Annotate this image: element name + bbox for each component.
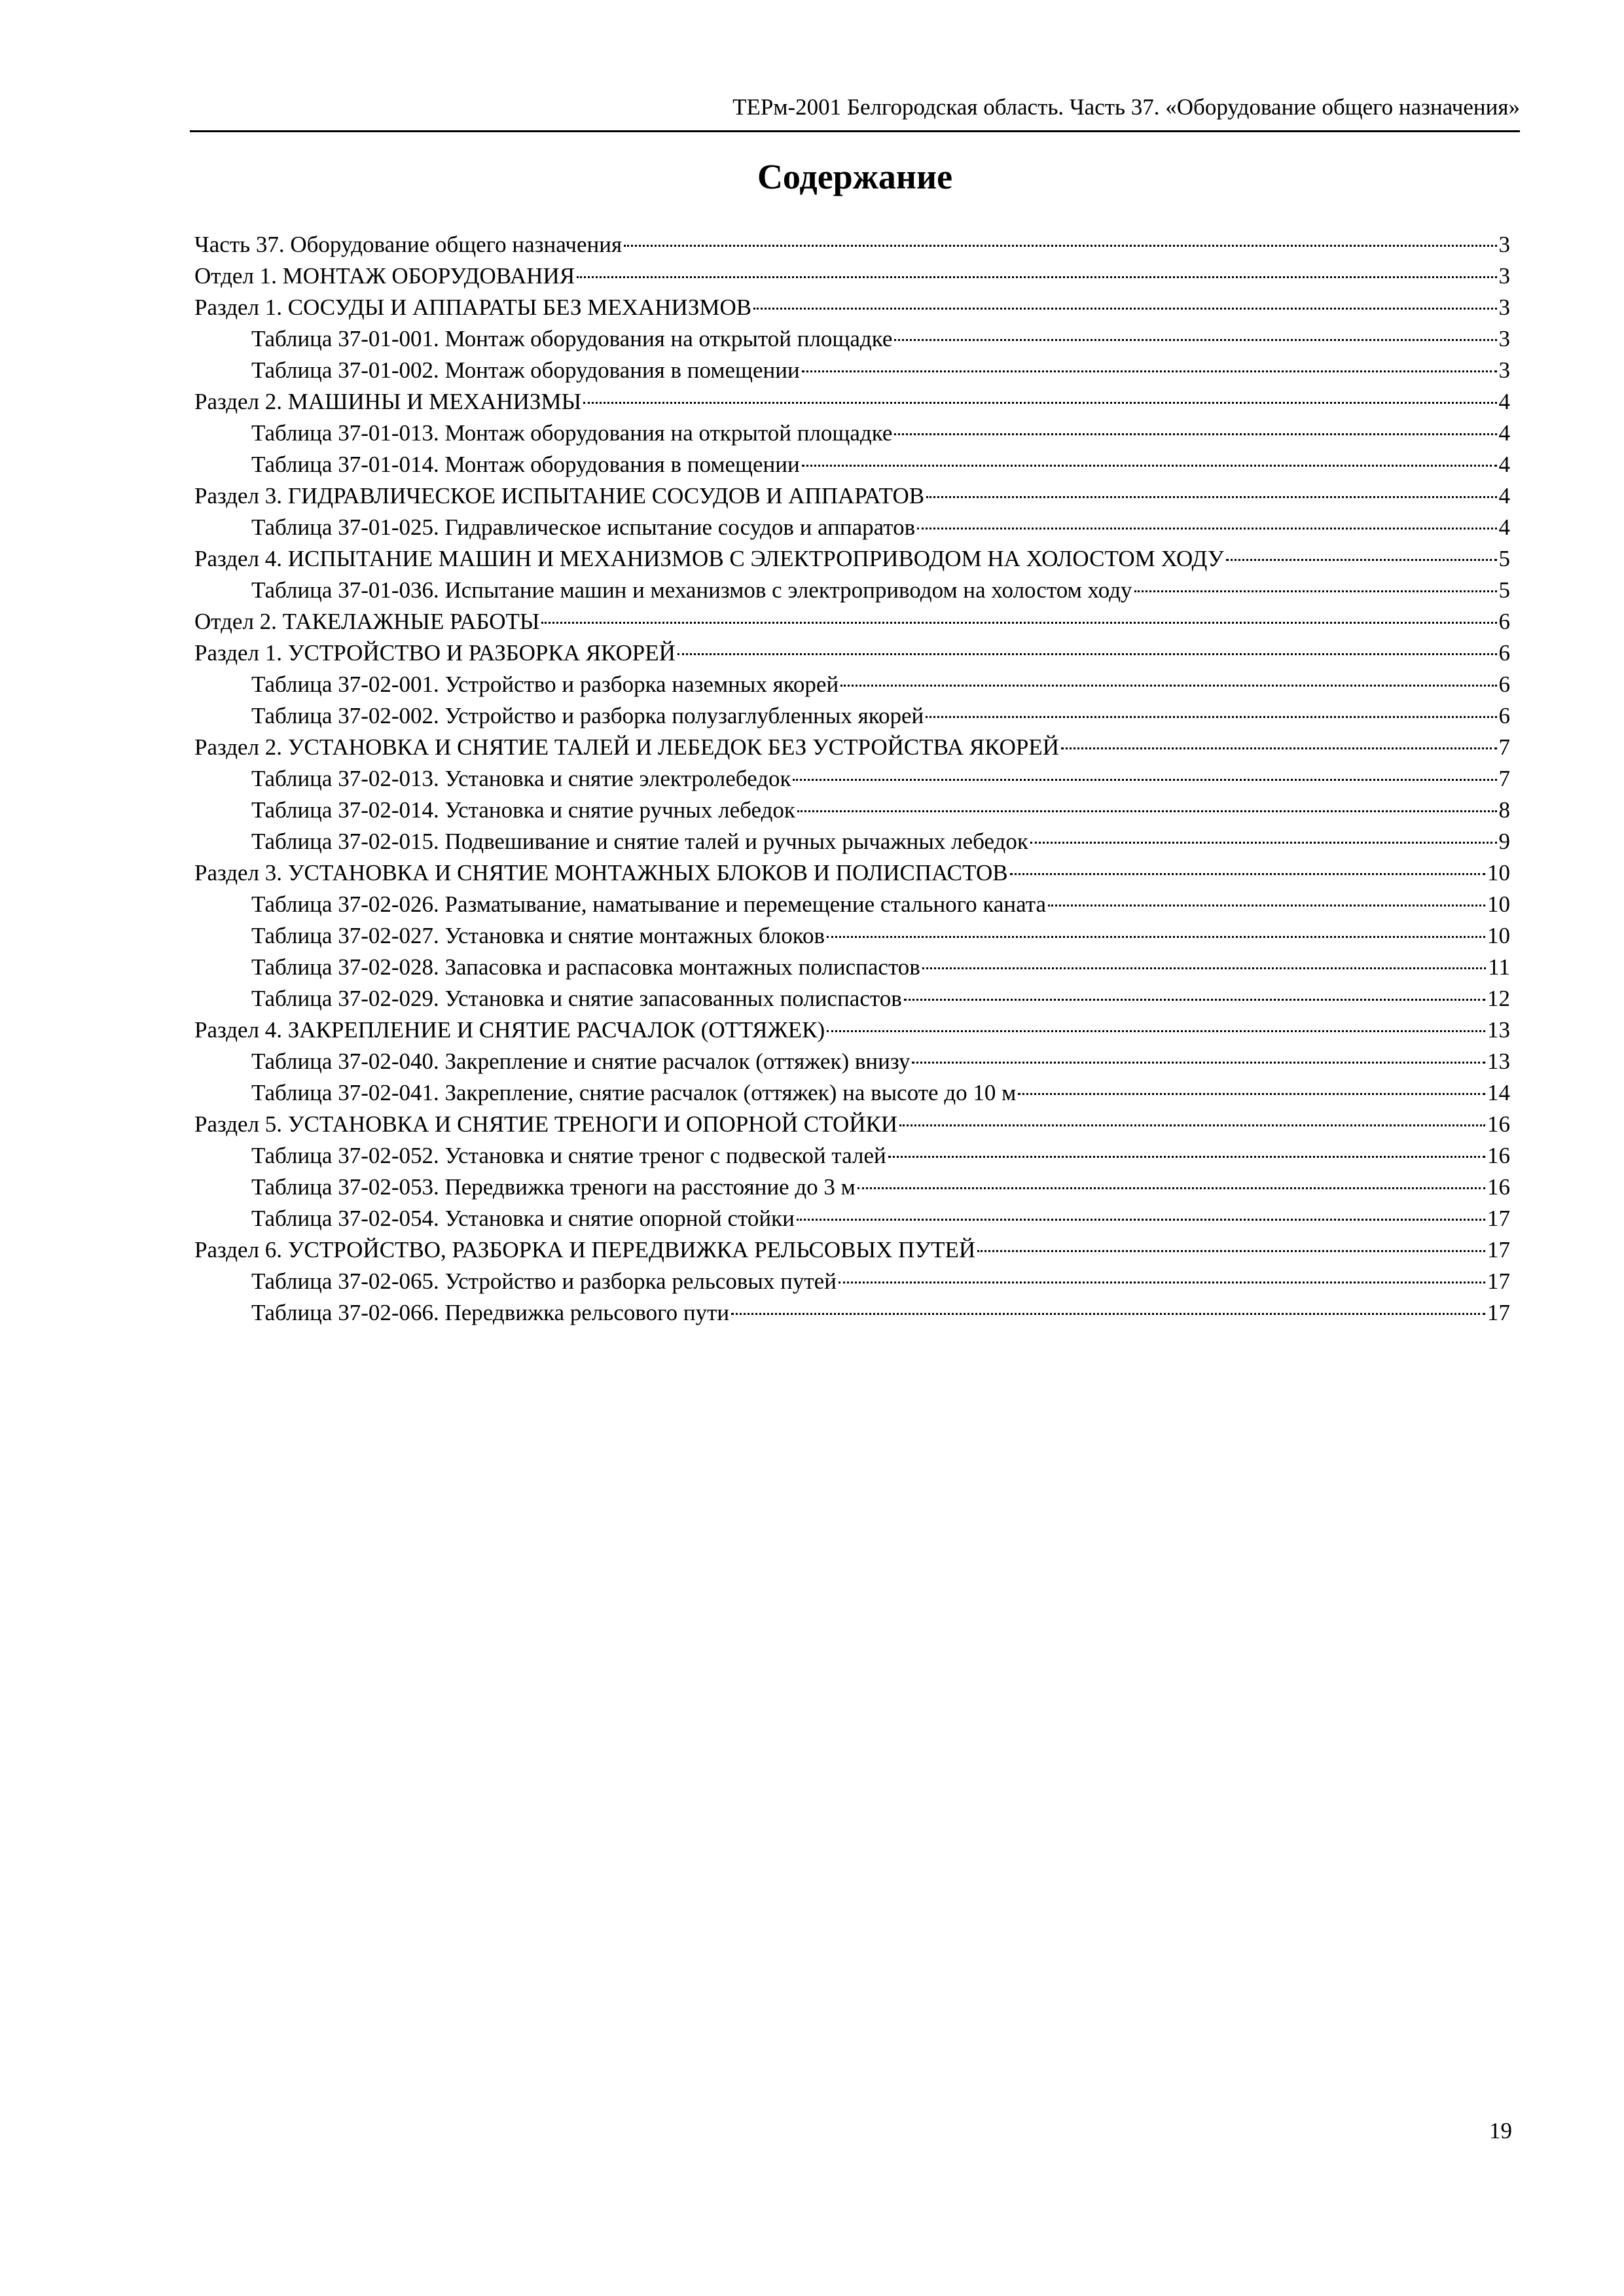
- toc-entry-page: 8: [1498, 797, 1510, 823]
- toc-dot-leader: [797, 1219, 1485, 1221]
- toc-entry-page: 9: [1498, 829, 1510, 854]
- toc-table-entry[interactable]: [194, 669, 1510, 700]
- toc-table-entry[interactable]: [194, 952, 1510, 983]
- toc-entry-label: Раздел 6. УСТРОЙСТВО, РАЗБОРКА И ПЕРЕДВИЖКА РЕЛЬСОВЫХ ПУТЕЙ: [194, 1237, 976, 1263]
- toc-entry-label: Таблица 37-02-026. Разматывание, наматывание и перемещение стального каната: [251, 891, 1047, 917]
- toc-entry-page: 7: [1498, 734, 1510, 760]
- toc-table-entry[interactable]: [194, 1140, 1510, 1172]
- toc-entry-label: Таблица 37-02-053. Передвижка треноги на расстояние до 3 м: [251, 1174, 856, 1200]
- toc-table-entry[interactable]: [194, 1172, 1510, 1203]
- toc-entry-page: 4: [1498, 452, 1510, 477]
- toc-table-entry[interactable]: [194, 795, 1510, 826]
- toc-entry-label: Раздел 1. УСТРОЙСТВО И РАЗБОРКА ЯКОРЕЙ: [194, 640, 676, 666]
- toc-dot-leader: [904, 999, 1485, 1001]
- toc-entry-page: 4: [1498, 389, 1510, 414]
- toc-section-entry[interactable]: [194, 606, 1510, 637]
- toc-table-entry[interactable]: [194, 1266, 1510, 1297]
- toc-entry-page: 6: [1498, 640, 1510, 666]
- toc-entry-label: Таблица 37-01-025. Гидравлическое испытание сосудов и аппаратов: [251, 514, 916, 540]
- toc-dot-leader: [793, 779, 1496, 781]
- toc-dot-leader: [922, 967, 1486, 969]
- toc-section-entry[interactable]: [194, 229, 1510, 260]
- toc-entry-page: 10: [1487, 860, 1510, 886]
- toc-section-entry[interactable]: [194, 386, 1510, 418]
- toc-entry-page: 17: [1487, 1206, 1510, 1231]
- toc-dot-leader: [1061, 747, 1497, 749]
- toc-entry-page: 13: [1487, 1017, 1510, 1043]
- toc-dot-leader: [753, 308, 1496, 310]
- toc-section-entry[interactable]: [194, 480, 1510, 512]
- toc-entry-label: Раздел 2. МАШИНЫ И МЕХАНИЗМЫ: [194, 389, 582, 414]
- toc-table-entry[interactable]: [194, 355, 1510, 386]
- toc-entry-label: Таблица 37-01-036. Испытание машин и механизмов с электроприводом на холостом ходу: [251, 577, 1132, 603]
- toc-entry-label: Раздел 2. УСТАНОВКА И СНЯТИЕ ТАЛЕЙ И ЛЕБЕДОК БЕЗ УСТРОЙСТВА ЯКОРЕЙ: [194, 734, 1059, 760]
- toc-table-entry[interactable]: [194, 763, 1510, 795]
- toc-entry-label: Таблица 37-01-001. Монтаж оборудования на открытой площадке: [251, 326, 893, 351]
- toc-table-entry[interactable]: [194, 889, 1510, 920]
- toc-dot-leader: [541, 622, 1496, 624]
- toc-table-entry[interactable]: [194, 983, 1510, 1014]
- toc-dot-leader: [731, 1313, 1485, 1315]
- toc-entry-label: Раздел 3. УСТАНОВКА И СНЯТИЕ МОНТАЖНЫХ БЛОКОВ И ПОЛИСПАСТОВ: [194, 860, 1008, 886]
- toc-entry-label: Таблица 37-02-027. Установка и снятие монтажных блоков: [251, 923, 825, 948]
- toc-entry-label: Раздел 4. ИСПЫТАНИЕ МАШИН И МЕХАНИЗМОВ С ЭЛЕКТРОПРИВОДОМ НА ХОЛОСТОМ ХОДУ: [194, 546, 1224, 571]
- toc-entry-label: Таблица 37-02-054. Установка и снятие опорной стойки: [251, 1206, 795, 1231]
- toc-dot-leader: [894, 433, 1496, 435]
- toc-entry-page: 3: [1498, 232, 1510, 257]
- toc-dot-leader: [1226, 559, 1497, 561]
- toc-entry-page: 10: [1487, 923, 1510, 948]
- toc-dot-leader: [827, 936, 1485, 938]
- toc-table-entry[interactable]: [194, 1297, 1510, 1329]
- toc-dot-leader: [977, 1250, 1485, 1252]
- toc-entry-label: Раздел 1. СОСУДЫ И АППАРАТЫ БЕЗ МЕХАНИЗМОВ: [194, 295, 752, 320]
- page-title: Содержание: [757, 157, 953, 196]
- toc-entry-label: Таблица 37-02-040. Закрепление и снятие расчалок (оттяжек) внизу: [251, 1049, 911, 1074]
- toc-entry-page: 6: [1498, 672, 1510, 697]
- toc-section-entry[interactable]: [194, 1109, 1510, 1140]
- toc-entry-page: 3: [1498, 295, 1510, 320]
- toc-entry-page: 3: [1498, 263, 1510, 289]
- toc-entry-label: Раздел 5. УСТАНОВКА И СНЯТИЕ ТРЕНОГИ И ОПОРНОЙ СТОЙКИ: [194, 1111, 898, 1137]
- toc-dot-leader: [888, 1156, 1485, 1158]
- toc-entry-label: Часть 37. Оборудование общего назначения: [194, 232, 623, 257]
- toc-entry-page: 16: [1487, 1143, 1510, 1168]
- toc-dot-leader: [583, 402, 1496, 404]
- toc-section-entry[interactable]: [194, 260, 1510, 292]
- toc-entry-page: 10: [1487, 891, 1510, 917]
- toc-entry-page: 16: [1487, 1174, 1510, 1200]
- page-number: 19: [1489, 2118, 1512, 2144]
- toc-entry-page: 17: [1487, 1268, 1510, 1294]
- toc-entry-label: Таблица 37-02-052. Установка и снятие треног с подвеской талей: [251, 1143, 886, 1168]
- toc-entry-label: Таблица 37-02-015. Подвешивание и снятие талей и ручных рычажных лебедок: [251, 829, 1028, 854]
- toc-entry-label: Таблица 37-02-014. Установка и снятие ручных лебедок: [251, 797, 795, 823]
- toc-entry-label: Отдел 1. МОНТАЖ ОБОРУДОВАНИЯ: [194, 263, 575, 289]
- toc-dot-leader: [894, 339, 1496, 341]
- toc-entry-page: 17: [1487, 1300, 1510, 1325]
- toc-dot-leader: [1018, 1093, 1485, 1095]
- toc-dot-leader: [802, 370, 1497, 372]
- toc-entry-label: Раздел 4. ЗАКРЕПЛЕНИЕ И СНЯТИЕ РАСЧАЛОК (ОТТЯЖЕК): [194, 1017, 825, 1043]
- toc-entry-page: 13: [1487, 1049, 1510, 1074]
- toc-entry-label: Таблица 37-02-001. Устройство и разборка наземных якорей: [251, 672, 839, 697]
- toc-entry-label: Таблица 37-01-014. Монтаж оборудования в помещении: [251, 452, 800, 477]
- toc-entry-page: 6: [1498, 609, 1510, 634]
- toc-entry-page: 11: [1488, 954, 1510, 980]
- toc-table-entry[interactable]: [194, 512, 1510, 543]
- toc-entry-page: 4: [1498, 483, 1510, 509]
- table-of-contents: [194, 229, 1510, 1329]
- toc-entry-page: 5: [1498, 577, 1510, 603]
- toc-entry-label: Таблица 37-02-029. Установка и снятие запасованных полиспастов: [251, 986, 902, 1011]
- toc-entry-page: 3: [1498, 357, 1510, 383]
- toc-entry-page: 16: [1487, 1111, 1510, 1137]
- toc-dot-leader: [624, 245, 1496, 247]
- toc-entry-page: 4: [1498, 514, 1510, 540]
- toc-entry-label: Таблица 37-02-041. Закрепление, снятие расчалок (оттяжек) на высоте до 10 м: [251, 1080, 1017, 1105]
- toc-section-entry[interactable]: [194, 1234, 1510, 1266]
- toc-dot-leader: [839, 1282, 1485, 1283]
- toc-entry-label: Таблица 37-02-028. Запасовка и распасовка монтажных полиспастов: [251, 954, 920, 980]
- toc-entry-page: 14: [1487, 1080, 1510, 1105]
- running-header-text: ТЕРм-2001 Белгородская область. Часть 37. «Оборудование общего назначения»: [732, 94, 1520, 120]
- toc-dot-leader: [840, 685, 1496, 687]
- toc-table-entry[interactable]: [194, 1046, 1510, 1077]
- toc-entry-label: Таблица 37-02-065. Устройство и разборка рельсовых путей: [251, 1268, 837, 1294]
- toc-table-entry[interactable]: [194, 920, 1510, 952]
- toc-entry-page: 3: [1498, 326, 1510, 351]
- toc-table-entry[interactable]: [194, 449, 1510, 480]
- toc-entry-label: Таблица 37-02-013. Установка и снятие электролебедок: [251, 766, 791, 791]
- toc-dot-leader: [857, 1187, 1485, 1189]
- toc-dot-leader: [912, 1062, 1485, 1064]
- toc-dot-leader: [577, 276, 1496, 278]
- toc-entry-page: 4: [1498, 420, 1510, 446]
- toc-entry-page: 5: [1498, 546, 1510, 571]
- toc-section-entry[interactable]: [194, 292, 1510, 323]
- toc-dot-leader: [917, 528, 1496, 529]
- toc-dot-leader: [827, 1030, 1485, 1032]
- toc-dot-leader: [802, 465, 1497, 467]
- toc-entry-label: Таблица 37-01-002. Монтаж оборудования в помещении: [251, 357, 800, 383]
- toc-entry-page: 6: [1498, 703, 1510, 728]
- toc-dot-leader: [1010, 873, 1485, 875]
- toc-dot-leader: [1048, 905, 1485, 906]
- toc-dot-leader: [926, 496, 1496, 498]
- toc-dot-leader: [899, 1124, 1485, 1126]
- toc-section-entry[interactable]: [194, 732, 1510, 763]
- toc-section-entry[interactable]: [194, 1014, 1510, 1046]
- toc-dot-leader: [677, 653, 1497, 655]
- toc-entry-label: Раздел 3. ГИДРАВЛИЧЕСКОЕ ИСПЫТАНИЕ СОСУДОВ И АППАРАТОВ: [194, 483, 925, 509]
- toc-section-entry[interactable]: [194, 543, 1510, 575]
- toc-table-entry[interactable]: [194, 1203, 1510, 1234]
- toc-table-entry[interactable]: [194, 323, 1510, 355]
- toc-table-entry[interactable]: [194, 1077, 1510, 1109]
- toc-entry-label: Таблица 37-02-002. Устройство и разборка полузаглубленных якорей: [251, 703, 924, 728]
- toc-entry-page: 17: [1487, 1237, 1510, 1263]
- toc-entry-page: 7: [1498, 766, 1510, 791]
- running-header: [190, 92, 1520, 132]
- toc-entry-label: Отдел 2. ТАКЕЛАЖНЫЕ РАБОТЫ: [194, 609, 540, 634]
- toc-table-entry[interactable]: [194, 826, 1510, 857]
- toc-dot-leader: [797, 810, 1497, 812]
- toc-entry-page: 12: [1487, 986, 1510, 1011]
- toc-entry-label: Таблица 37-01-013. Монтаж оборудования на открытой площадке: [251, 420, 893, 446]
- toc-table-entry[interactable]: [194, 575, 1510, 606]
- toc-table-entry[interactable]: [194, 418, 1510, 449]
- toc-dot-leader: [1030, 842, 1497, 844]
- toc-table-entry[interactable]: [194, 700, 1510, 732]
- toc-section-entry[interactable]: [194, 637, 1510, 669]
- toc-entry-label: Таблица 37-02-066. Передвижка рельсового пути: [251, 1300, 730, 1325]
- toc-section-entry[interactable]: [194, 857, 1510, 889]
- toc-dot-leader: [1134, 590, 1497, 592]
- toc-dot-leader: [926, 716, 1496, 718]
